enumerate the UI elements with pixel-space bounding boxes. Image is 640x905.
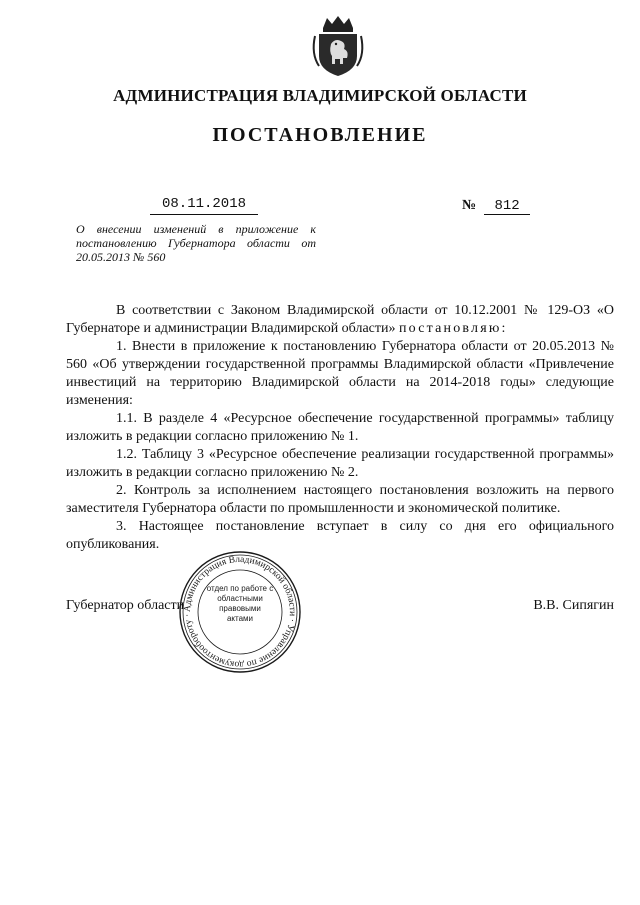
preamble-paragraph bbox=[66, 302, 614, 338]
item-1-2: 1.2. Таблицу 3 «Ресурсное обеспечение реализации государственной программы» изложить в редакции согласно приложению № 2. bbox=[66, 447, 614, 480]
organization-name: АДМИНИСТРАЦИЯ ВЛАДИМИРСКОЙ ОБЛАСТИ bbox=[113, 86, 527, 105]
coat-of-arms-icon bbox=[309, 14, 367, 78]
item-3: 3. Настоящее постановление вступает в силу со дня его официального опубликования. bbox=[66, 519, 614, 552]
signatory-title: Губернатор области bbox=[66, 598, 185, 613]
item-1-1: 1.1. В разделе 4 «Ресурсное обеспечение государственной программы» таблицу изложить в редакции согласно приложению № 1. bbox=[66, 411, 614, 444]
stamp-ring-text: Администрация Владимирской области · Управление по документообороту · bbox=[182, 554, 298, 670]
item-1: 1. Внести в приложение к постановлению Губернатора области от 20.05.2013 № 560 «Об утверждении государственной программы Владимирской области «Привлечение инвестиций на территорию Владимирской области на 2014-2018 годы» следующие изменения: bbox=[66, 339, 614, 408]
signatory-name: В.В. Сипягин bbox=[533, 598, 614, 613]
number-sign: № bbox=[462, 198, 477, 213]
number-value: 812 bbox=[484, 198, 530, 215]
document-date: 08.11.2018 bbox=[150, 196, 258, 215]
document-subject: О внесении изменений в приложение к постановлению Губернатора области от 20.05.2013 № 560 bbox=[76, 222, 316, 264]
document-body bbox=[66, 302, 614, 554]
decree-word: постановляю: bbox=[398, 321, 508, 336]
preamble-text: В соответствии с Законом Владимирской области от 10.12.2001 № 129-ОЗ «О Губернаторе и администрации Владимирской области» bbox=[66, 303, 614, 336]
document-type-title: ПОСТАНОВЛЕНИЕ bbox=[212, 124, 428, 146]
stamp-center-text: отдел по работе с областными правовыми актами bbox=[206, 584, 274, 623]
item-2: 2. Контроль за исполнением настоящего постановления возложить на первого заместителя Губернатора области по промышленности и экономической политике. bbox=[66, 483, 614, 516]
document-number bbox=[462, 196, 530, 214]
